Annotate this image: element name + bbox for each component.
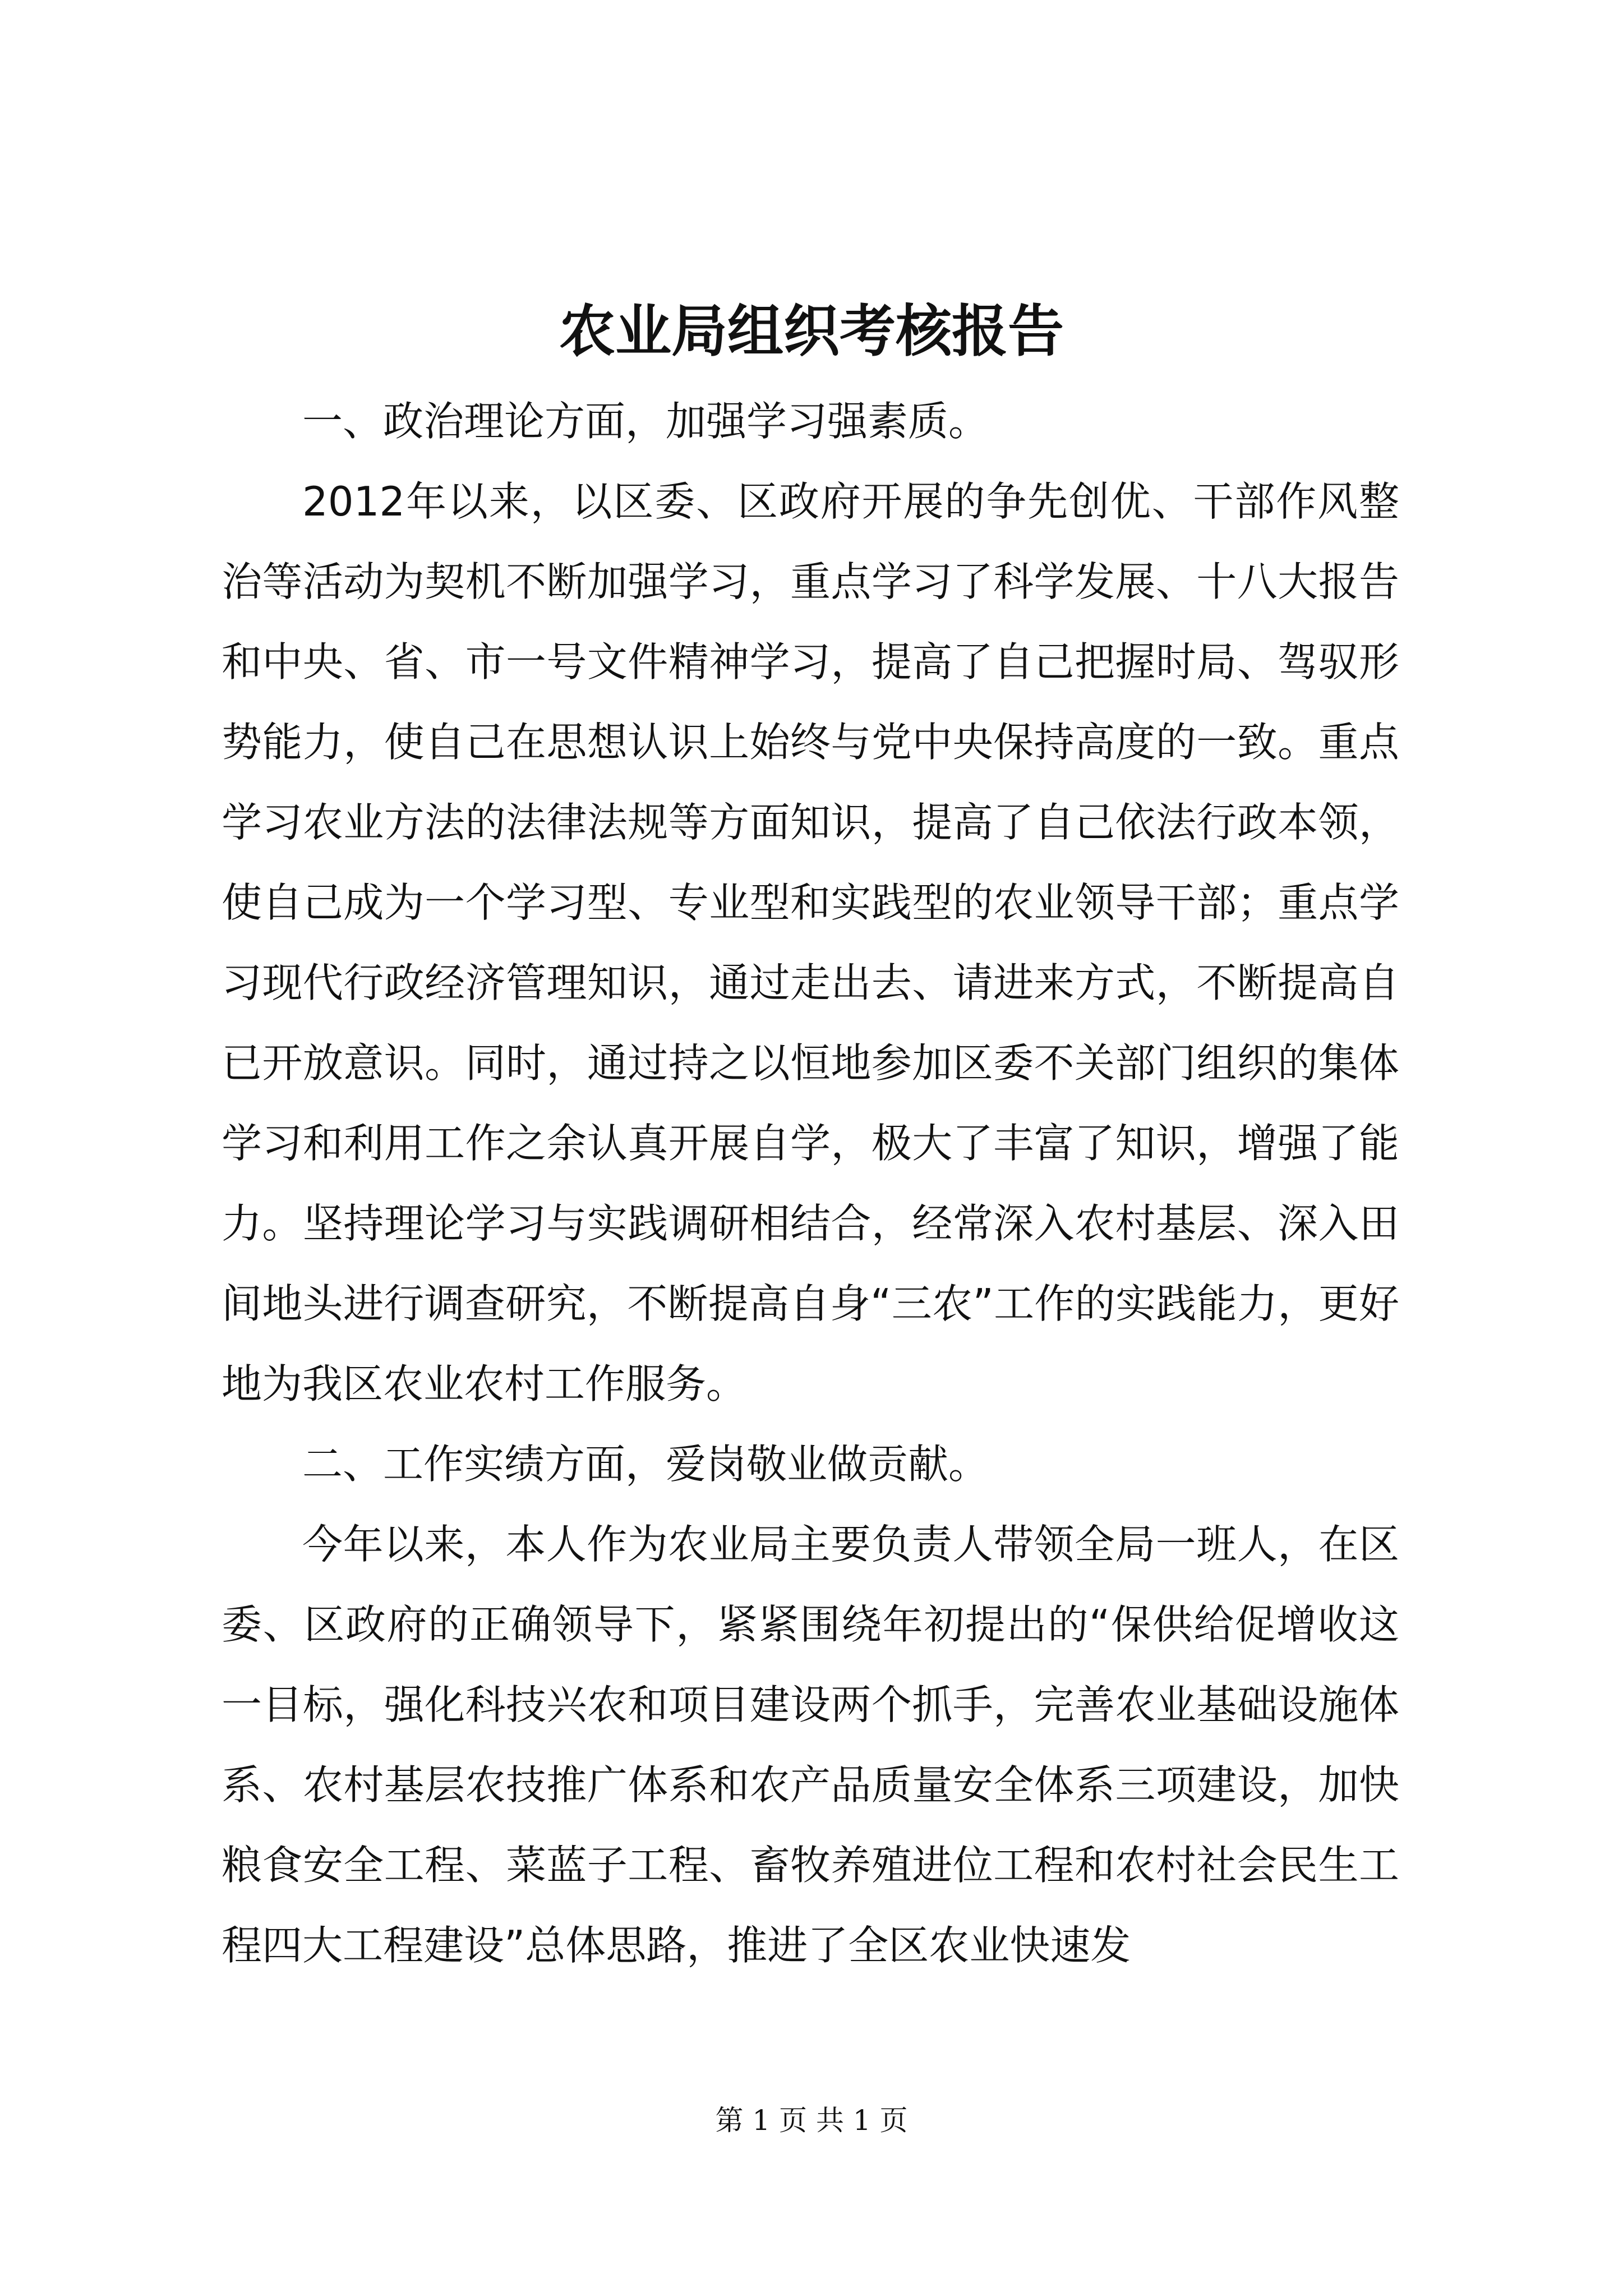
page-footer: 第 1 页 共 1 页 [715, 2104, 908, 2137]
document-body [222, 381, 1399, 1986]
paragraph-study: 2012年以来，以区委、区政府开展的争先创优、干部作风整治等活动为契机不断加强学习，重点学习了科学发展、十八大报告和中央、省、市一号文件精神学习，提高了自己把握时局、驾驭形势能力，使自己在思想认识上始终与党中央保持高度的一致。重点学习农业方法的法律法规等方面知识，提高了自己依法行政本领，使自己成为一个学习型、专业型和实践型的农业领导干部；重点学习现代行政经济管理知识，通过走出去、请进来方式，不断提高自已开放意识。同时，通过持之以恒地参加区委不关部门组织的集体学习和利用工作之余认真开展自学，极大了丰富了知识，增强了能力。坚持理论学习与实践调研相结合，经常深入农村基层、深入田间地头进行调查研究，不断提高自身“三农”工作的实践能力，更好地为我区农业农村工作服务。 [222, 478, 1399, 1407]
document-title: 农业局组织考核报告 [559, 298, 1064, 364]
section-heading-politics: 一、政治理论方面，加强学习强素质。 [302, 398, 989, 445]
section-heading-work: 二、工作实绩方面，爱岗敬业做贡献。 [302, 1441, 989, 1488]
paragraph-work: 今年以来，本人作为农业局主要负责人带领全局一班人，在区委、区政府的正确领导下，紧紧围绕年初提出的“保供给促增收这一目标，强化科技兴农和项目建设两个抓手，完善农业基础设施体系、农村基层农技推广体系和农产品质量安全体系三项建设，加快粮食安全工程、菜蓝子工程、畜牧养殖进位工程和农村社会民生工程四大工程建设”总体思路，推进了全区农业快速发 [222, 1521, 1399, 1969]
